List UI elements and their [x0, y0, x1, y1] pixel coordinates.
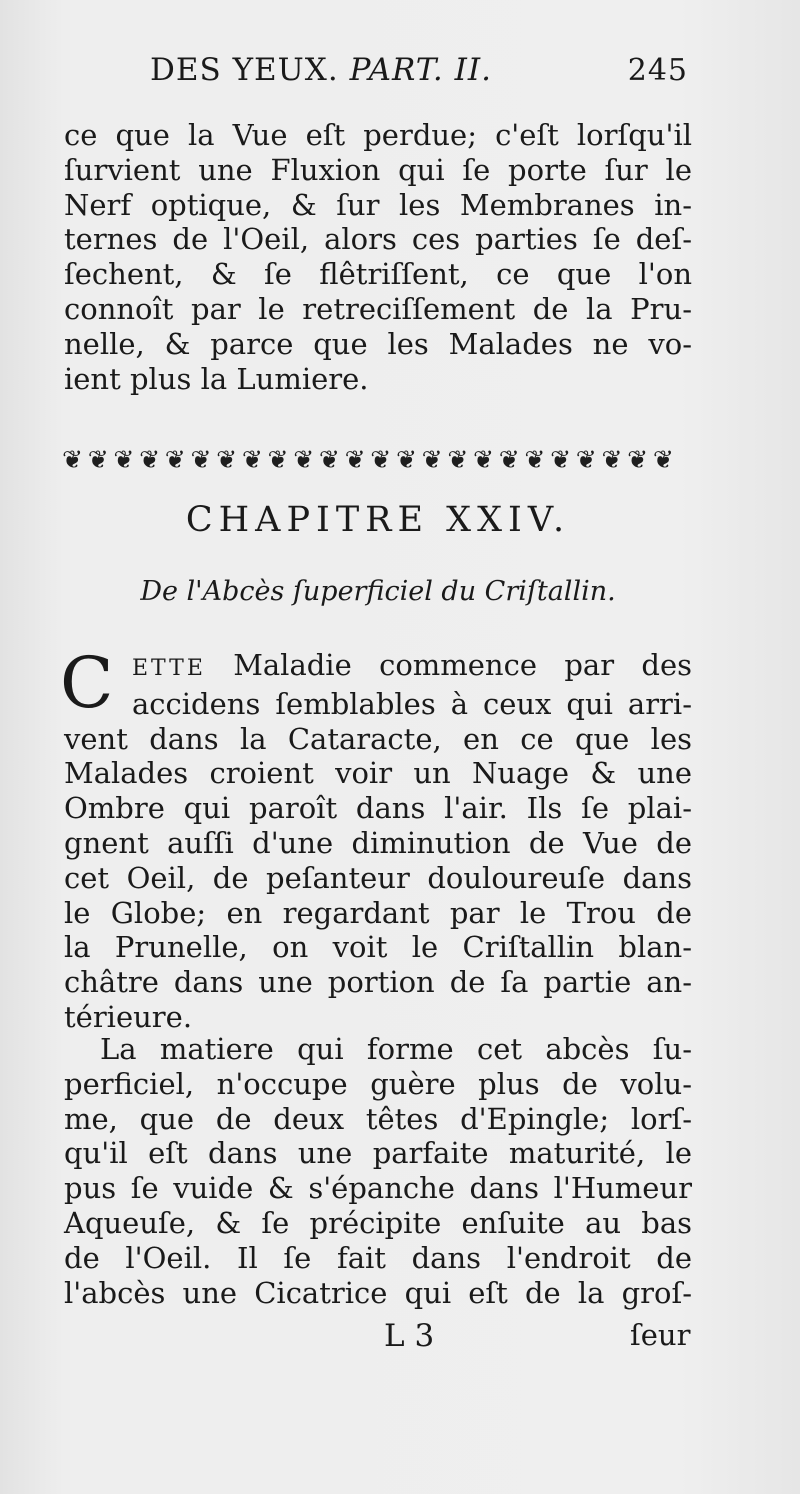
fleuron-icon: ❦ — [87, 444, 109, 474]
catchword: ſeur — [630, 1318, 691, 1352]
text-line: ce que la Vue eſt perdue; c'eſt lorſqu'il — [64, 118, 692, 152]
text-line: La matiere qui forme cet abcès ſu- — [100, 1032, 692, 1066]
text-line: Ombre qui paroît dans l'air. Ils ſe plai- — [64, 791, 692, 826]
text-line: la Prunelle, on voit le Criſtallin blan- — [64, 930, 692, 965]
text-line: le Globe; en regardant par le Trou de — [64, 895, 692, 930]
text-line: ſurvient une Fluxion qui ſe porte ſur le — [64, 152, 692, 187]
fleuron-icon: ❦ — [370, 444, 392, 474]
fleuron-icon: ❦ — [627, 444, 649, 474]
text-line: pus ſe vuide & s'épanche dans l'Humeur — [64, 1171, 692, 1206]
fleuron-ornament-rule — [62, 440, 674, 478]
fleuron-icon: ❦ — [344, 444, 366, 474]
fleuron-icon: ❦ — [421, 444, 443, 474]
text-line: connoît par le retreciſſement de la Pru- — [64, 291, 692, 326]
chapter-subtitle: De l'Abcès ſuperficiel du Criſtallin. — [140, 576, 616, 607]
fleuron-icon: ❦ — [575, 444, 597, 474]
fleuron-icon: ❦ — [139, 444, 161, 474]
text-line: nelle, & parce que les Malades ne vo- — [64, 326, 692, 361]
text-line: térieure. — [64, 999, 193, 1034]
text-line: qu'il eſt dans une parfaite maturité, le — [64, 1136, 692, 1171]
chapter-title: CHAPITRE XXIV. — [185, 500, 571, 540]
fleuron-icon: ❦ — [447, 444, 469, 474]
first-word-small-caps: ETTE — [132, 656, 206, 681]
text-line: me, que de deux têtes d'Epingle; lorſ- — [64, 1101, 692, 1136]
running-title — [150, 52, 492, 88]
fleuron-icon: ❦ — [62, 444, 83, 474]
signature-mark: L 3 — [384, 1318, 435, 1354]
page-number: 245 — [627, 53, 688, 88]
fleuron-icon: ❦ — [395, 444, 417, 474]
fleuron-icon: ❦ — [241, 444, 263, 474]
running-head — [150, 52, 688, 88]
fleuron-icon: ❦ — [267, 444, 289, 474]
fleuron-icon: ❦ — [524, 444, 546, 474]
fleuron-icon: ❦ — [190, 444, 212, 474]
fleuron-icon: ❦ — [216, 444, 238, 474]
fleuron-icon: ❦ — [113, 444, 135, 474]
fleuron-icon: ❦ — [601, 444, 623, 474]
text-line: ſechent, & ſe flêtriſſent, ce que l'on — [64, 257, 692, 292]
text-line: l'abcès une Cicatrice qui eſt de la groſ- — [64, 1275, 692, 1310]
text-line-fragment: Maladie commence par des — [205, 648, 692, 682]
paragraph-continued — [64, 118, 692, 396]
fleuron-icon: ❦ — [498, 444, 520, 474]
text-line: ternes de l'Oeil, alors ces parties ſe deſ- — [64, 222, 692, 257]
fleuron-icon: ❦ — [550, 444, 572, 474]
text-line: Malades croient voir un Nuage & une — [64, 756, 692, 791]
text-line-first — [64, 648, 692, 687]
text-line: vent dans la Cataracte, en ce que les — [64, 721, 692, 756]
text-line: ient plus la Lumiere. — [64, 361, 369, 396]
running-title-prefix: DES YEUX. — [150, 52, 339, 88]
text-line: gnent auſſi d'une diminution de Vue de — [64, 825, 692, 860]
fleuron-icon: ❦ — [652, 444, 674, 474]
running-title-part: PART. II. — [349, 52, 492, 88]
paragraph — [64, 1032, 692, 1310]
paragraph-chapter-opening — [64, 648, 692, 1035]
text-line: châtre dans une portion de ſa partie an- — [64, 965, 692, 1000]
text-line: perficiel, n'occupe guère plus de volu- — [64, 1066, 692, 1101]
text-line: Nerf optique, & ſur les Membranes in- — [64, 187, 692, 222]
fleuron-icon: ❦ — [164, 444, 186, 474]
fleuron-icon: ❦ — [318, 444, 340, 474]
text-line: de l'Oeil. Il ſe fait dans l'endroit de — [64, 1240, 692, 1275]
fleuron-icon: ❦ — [473, 444, 494, 474]
drop-cap: C — [60, 642, 114, 724]
text-line: Aqueuſe, & ſe précipite enſuite au bas — [64, 1205, 692, 1240]
fleuron-icon: ❦ — [293, 444, 315, 474]
text-line: accidens ſemblables à ceux qui arri- — [132, 686, 692, 721]
text-line: cet Oeil, de peſanteur douloureuſe dans — [64, 860, 692, 895]
